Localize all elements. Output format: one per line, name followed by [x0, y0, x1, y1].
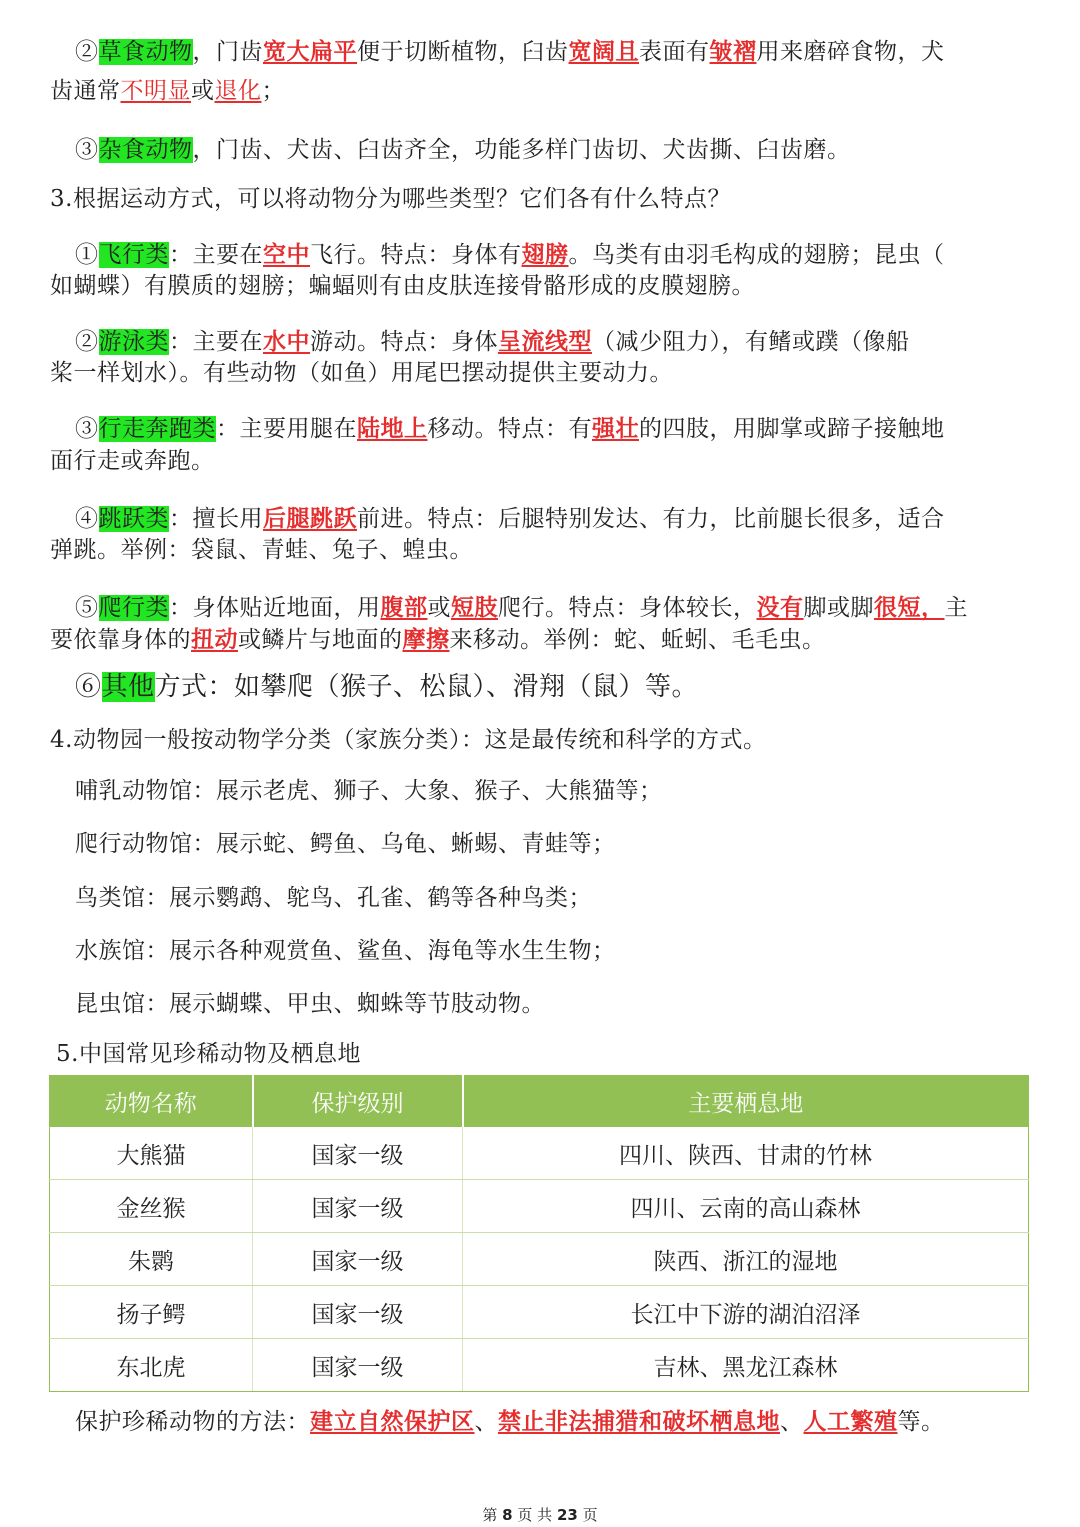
- table-row: [50, 1339, 1029, 1392]
- crawling-paragraph: [50, 591, 1020, 625]
- text-run: 来移动。举例：蛇、蚯蚓、毛毛虫。: [449, 627, 826, 653]
- key-point: 后腿跳跃: [263, 505, 357, 532]
- text-run: 要依靠身体的: [50, 627, 191, 653]
- question-4: 4.动物园一般按动物学分类（家族分类）：这是最传统和科学的方式。: [50, 727, 767, 753]
- key-point: 不明显: [120, 78, 191, 104]
- key-point: 强壮: [592, 415, 639, 442]
- text-run: 用来磨碎食物，犬: [756, 39, 945, 65]
- omnivore-paragraph: [50, 134, 1020, 167]
- key-point: 呈流线型: [498, 328, 592, 355]
- flying-paragraph: [50, 238, 1020, 272]
- key-point: 短肢: [451, 594, 498, 621]
- jumping-paragraph: [50, 502, 1020, 536]
- cell-habitat: 吉林、黑龙江森林: [463, 1339, 1029, 1392]
- flying-paragraph-line2: 如蝴蝶）有膜质的翅膀；蝙蝠则有由皮肤连接骨骼形成的皮膜翅膀。: [50, 273, 755, 299]
- cell-animal: 扬子鳄: [50, 1286, 253, 1339]
- question-3: 3.根据运动方式，可以将动物分为哪些类型？它们各有什么特点？: [50, 186, 731, 212]
- text-run: 、: [780, 1409, 804, 1435]
- table-row: [50, 1233, 1029, 1286]
- text-run: 飞行。特点：身体有: [310, 242, 522, 268]
- swimming-paragraph-line2: 桨一样划水）。有些动物（如鱼）用尾巴摆动提供主要动力。: [50, 360, 673, 386]
- key-point: 人工繁殖: [803, 1408, 898, 1435]
- highlight-term: 游泳类: [98, 329, 169, 355]
- cell-habitat: 陕西、浙江的湿地: [463, 1233, 1029, 1286]
- text-run: 齿通常: [50, 78, 121, 104]
- jumping-paragraph-line2: 弹跳。举例：袋鼠、青蛙、兔子、蝗虫。: [50, 537, 473, 563]
- zoo-item-text: 水族馆：展示各种观赏鱼、鲨鱼、海龟等水生生物；: [75, 938, 616, 964]
- other-paragraph: [50, 671, 1020, 704]
- highlight-term: 杂食动物: [98, 137, 193, 163]
- total-pages: 23: [556, 1506, 578, 1524]
- zoo-item-text: 爬行动物馆：展示蛇、鳄鱼、乌龟、蜥蜴、青蛙等；: [75, 831, 616, 857]
- text-run: 。鸟类有由羽毛构成的翅膀；昆虫（: [568, 242, 945, 268]
- walking-paragraph-line2: 面行走或奔跑。: [50, 448, 215, 474]
- highlight-term: 行走奔跑类: [98, 416, 216, 442]
- text-run: 表面有: [639, 39, 710, 65]
- highlight-term: 飞行类: [98, 242, 169, 268]
- cell-level: 国家一级: [253, 1339, 463, 1392]
- cell-animal: 东北虎: [50, 1339, 253, 1392]
- cell-level: 国家一级: [253, 1127, 463, 1180]
- key-point: 腹部: [380, 594, 428, 621]
- zoo-item: [50, 935, 1020, 968]
- text-run: 的四肢，用脚掌或蹄子接触地: [639, 416, 945, 442]
- text-run: ：擅长用: [169, 506, 263, 532]
- header-habitat: 主要栖息地: [463, 1075, 1029, 1127]
- text-run: 移动。特点：有: [427, 416, 592, 442]
- key-point: 宽阔且: [568, 38, 639, 65]
- table-row: [50, 1180, 1029, 1233]
- key-point: 宽大扁平: [263, 38, 357, 65]
- item-number: ⑥: [75, 672, 102, 702]
- zoo-item: [50, 775, 1020, 808]
- cell-habitat: 长江中下游的湖泊沼泽: [463, 1286, 1029, 1339]
- text-run: ；: [261, 78, 285, 104]
- highlight-term: 其他: [101, 672, 155, 702]
- key-point: 建立自然保护区: [310, 1408, 475, 1435]
- swimming-paragraph: [50, 325, 1020, 359]
- text-run: ：主要用腿在: [216, 416, 357, 442]
- text-run: 、: [474, 1409, 498, 1435]
- text-run: 保护珍稀动物的方法：: [75, 1409, 310, 1435]
- footer-text: 页: [582, 1506, 598, 1524]
- text-run: ：身体贴近地面，用: [169, 595, 381, 621]
- text-run: 或鳞片与地面的: [238, 627, 403, 653]
- key-point: 皱褶: [709, 38, 757, 65]
- key-point: 禁止非法捕猎和破坏栖息地: [498, 1408, 780, 1435]
- header-animal-name: 动物名称: [50, 1075, 253, 1127]
- protection-methods: [50, 1405, 1020, 1439]
- cell-level: 国家一级: [253, 1180, 463, 1233]
- zoo-item: [50, 828, 1020, 861]
- herbivore-paragraph-line2: [50, 75, 1020, 108]
- text-run: 爬行。特点：身体较长，: [498, 595, 757, 621]
- rare-animals-table: [49, 1075, 1029, 1392]
- highlight-term: 爬行类: [98, 595, 169, 621]
- cell-animal: 大熊猫: [50, 1127, 253, 1180]
- walking-paragraph: [50, 412, 1020, 446]
- text-run: 等。: [897, 1409, 945, 1435]
- key-point: 翅膀: [521, 241, 569, 268]
- text-run: 或: [191, 78, 215, 104]
- key-point: 摩擦: [402, 626, 450, 653]
- text-run: 主: [944, 595, 968, 621]
- page-number: 8: [502, 1506, 513, 1524]
- text-run: 前进。特点：后腿特别发达、有力，比前腿长很多，适合: [357, 506, 945, 532]
- text-run: ：主要在: [169, 242, 263, 268]
- key-point: 没有: [756, 594, 804, 621]
- table-row: [50, 1127, 1029, 1180]
- zoo-item: [50, 882, 1020, 915]
- key-point: 扭动: [191, 626, 238, 653]
- zoo-item-text: 昆虫馆：展示蝴蝶、甲虫、蜘蛛等节肢动物。: [75, 991, 545, 1017]
- table-row: [50, 1286, 1029, 1339]
- highlight-term: 草食动物: [98, 39, 193, 65]
- text-run: 游动。特点：身体: [310, 329, 498, 355]
- cell-habitat: 四川、陕西、甘肃的竹林: [463, 1127, 1029, 1180]
- footer-text: 页 共: [517, 1506, 553, 1524]
- text-run: 便于切断植物，臼齿: [357, 39, 569, 65]
- item-number: ②: [75, 329, 99, 355]
- zoo-item-text: 哺乳动物馆：展示老虎、狮子、大象、猴子、大熊猫等；: [75, 778, 663, 804]
- text-run: 方式：如攀爬（猴子、松鼠）、滑翔（鼠）等。: [154, 672, 699, 702]
- text-run: 或: [427, 595, 451, 621]
- key-point: 陆地上: [357, 415, 428, 442]
- crawling-paragraph-line2: [50, 623, 1020, 657]
- text-run: 脚或脚: [803, 595, 874, 621]
- text-run: ，门齿、犬齿、臼齿齐全，功能多样门齿切、犬齿撕、臼齿磨。: [192, 137, 851, 163]
- header-protection-level: 保护级别: [253, 1075, 463, 1127]
- cell-level: 国家一级: [253, 1286, 463, 1339]
- item-number: ③: [75, 416, 99, 442]
- key-point: 空中: [263, 241, 310, 268]
- page-footer: [0, 1504, 1080, 1525]
- item-number: ①: [75, 242, 99, 268]
- footer-text: 第: [482, 1506, 498, 1524]
- text-run: （减少阻力），有鳍或蹼（像船: [592, 329, 910, 355]
- cell-level: 国家一级: [253, 1233, 463, 1286]
- key-point: 退化: [214, 78, 262, 104]
- item-number: ③: [75, 137, 99, 163]
- cell-animal: 金丝猴: [50, 1180, 253, 1233]
- item-number: ④: [75, 506, 99, 532]
- herbivore-paragraph: [50, 35, 1020, 69]
- cell-animal: 朱鹮: [50, 1233, 253, 1286]
- zoo-item: [50, 988, 1020, 1021]
- zoo-item-text: 鸟类馆：展示鹦鹉、鸵鸟、孔雀、鹤等各种鸟类；: [75, 885, 592, 911]
- table-header-row: [50, 1075, 1029, 1127]
- question-5: 5.中国常见珍稀动物及栖息地: [56, 1041, 361, 1067]
- text-run: ，门齿: [192, 39, 263, 65]
- cell-habitat: 四川、云南的高山森林: [463, 1180, 1029, 1233]
- item-number: ②: [75, 39, 99, 65]
- text-run: ：主要在: [169, 329, 263, 355]
- key-point: 很短，: [874, 594, 945, 621]
- item-number: ⑤: [75, 595, 99, 621]
- key-point: 水中: [263, 328, 310, 355]
- highlight-term: 跳跃类: [98, 506, 169, 532]
